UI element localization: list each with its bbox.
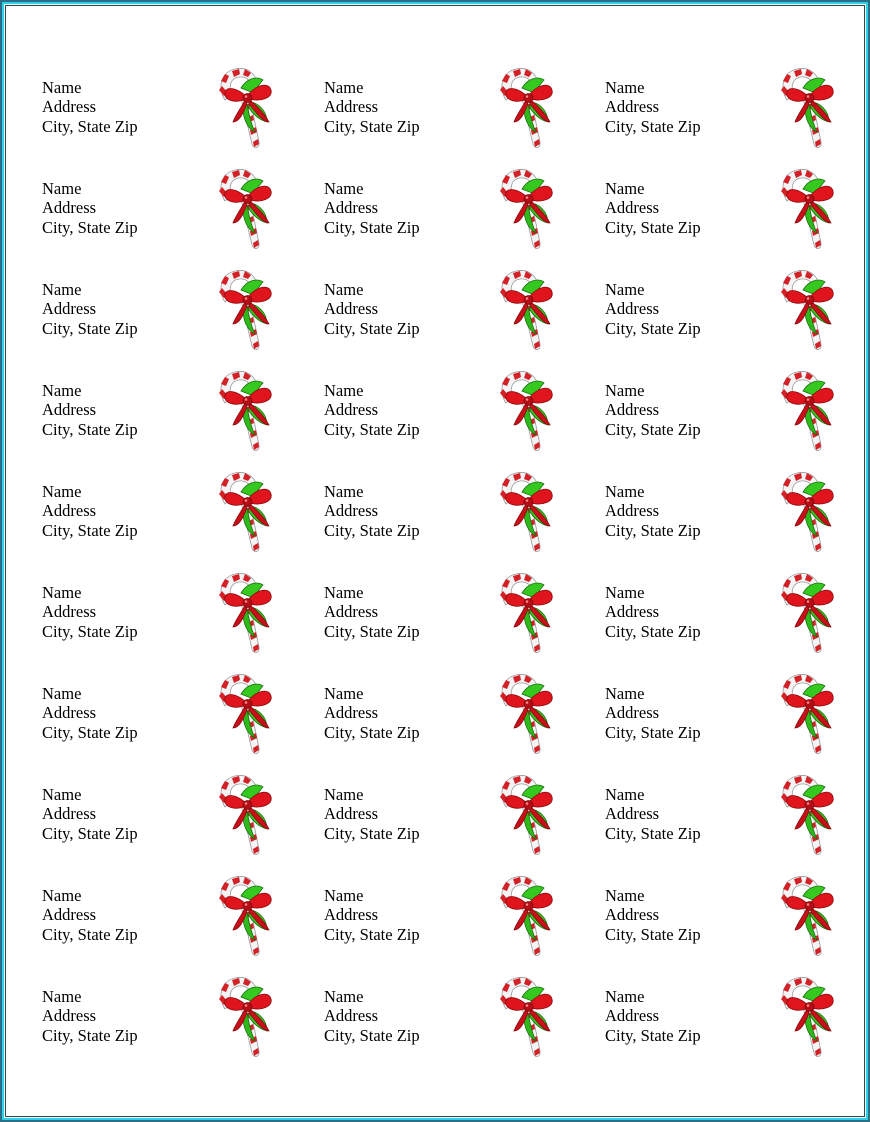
address-label-r2-c2[interactable]: [324, 179, 584, 271]
label-city-state-zip: City, State Zip: [324, 722, 420, 742]
label-address: Address: [42, 1006, 97, 1026]
label-name: Name: [42, 381, 82, 400]
label-name: Name: [324, 482, 364, 501]
address-block: [324, 987, 420, 1045]
label-address: Address: [42, 501, 97, 521]
address-block: [605, 381, 701, 439]
label-name: Name: [324, 583, 364, 602]
candy-cane-icon: [775, 66, 839, 152]
address-block: [42, 280, 138, 338]
label-address: Address: [324, 1006, 379, 1026]
candy-cane-icon: [494, 66, 558, 152]
address-block: [42, 78, 138, 136]
address-block: [324, 482, 420, 540]
address-label-r3-c2[interactable]: [324, 280, 584, 372]
address-label-r3-c1[interactable]: [42, 280, 302, 372]
candy-cane-icon: [494, 773, 558, 859]
address-label-r7-c3[interactable]: [605, 684, 865, 776]
label-city-state-zip: City, State Zip: [605, 520, 701, 540]
address-label-r9-c2[interactable]: [324, 886, 584, 978]
label-address: Address: [42, 905, 97, 925]
address-block: [605, 785, 701, 843]
candy-cane-icon: [775, 571, 839, 657]
address-label-r5-c1[interactable]: [42, 482, 302, 574]
label-city-state-zip: City, State Zip: [324, 823, 420, 843]
label-address: Address: [324, 602, 379, 622]
label-city-state-zip: City, State Zip: [324, 419, 420, 439]
address-label-r7-c2[interactable]: [324, 684, 584, 776]
address-block: [605, 280, 701, 338]
candy-cane-icon: [494, 268, 558, 354]
candy-cane-icon: [775, 773, 839, 859]
label-name: Name: [605, 381, 645, 400]
label-address: Address: [605, 299, 660, 319]
label-city-state-zip: City, State Zip: [42, 116, 138, 136]
label-city-state-zip: City, State Zip: [605, 217, 701, 237]
label-address: Address: [42, 97, 97, 117]
address-label-r2-c1[interactable]: [42, 179, 302, 271]
candy-cane-icon: [494, 470, 558, 556]
candy-cane-icon: [775, 975, 839, 1061]
label-address: Address: [42, 804, 97, 824]
label-city-state-zip: City, State Zip: [324, 116, 420, 136]
address-label-r6-c2[interactable]: [324, 583, 584, 675]
label-city-state-zip: City, State Zip: [605, 1025, 701, 1045]
address-label-r2-c3[interactable]: [605, 179, 865, 271]
label-address: Address: [324, 299, 379, 319]
label-city-state-zip: City, State Zip: [605, 318, 701, 338]
address-block: [324, 179, 420, 237]
address-label-r4-c1[interactable]: [42, 381, 302, 473]
candy-cane-icon: [494, 167, 558, 253]
address-label-r4-c2[interactable]: [324, 381, 584, 473]
label-name: Name: [324, 381, 364, 400]
label-city-state-zip: City, State Zip: [42, 217, 138, 237]
address-label-r1-c2[interactable]: [324, 78, 584, 170]
address-block: [324, 381, 420, 439]
address-block: [42, 381, 138, 439]
label-address: Address: [324, 804, 379, 824]
address-block: [324, 886, 420, 944]
address-block: [42, 684, 138, 742]
address-block: [42, 987, 138, 1045]
label-city-state-zip: City, State Zip: [42, 419, 138, 439]
candy-cane-icon: [494, 975, 558, 1061]
label-city-state-zip: City, State Zip: [605, 924, 701, 944]
candy-cane-icon: [213, 773, 277, 859]
label-city-state-zip: City, State Zip: [324, 520, 420, 540]
address-label-r9-c1[interactable]: [42, 886, 302, 978]
label-city-state-zip: City, State Zip: [605, 419, 701, 439]
label-name: Name: [42, 785, 82, 804]
label-name: Name: [42, 583, 82, 602]
label-address: Address: [324, 703, 379, 723]
label-address: Address: [324, 97, 379, 117]
label-city-state-zip: City, State Zip: [605, 823, 701, 843]
label-name: Name: [324, 886, 364, 905]
label-name: Name: [605, 179, 645, 198]
address-block: [42, 785, 138, 843]
label-address: Address: [324, 198, 379, 218]
label-name: Name: [42, 482, 82, 501]
address-block: [324, 684, 420, 742]
label-address: Address: [42, 602, 97, 622]
address-label-r8-c1[interactable]: [42, 785, 302, 877]
candy-cane-icon: [213, 369, 277, 455]
address-label-r7-c1[interactable]: [42, 684, 302, 776]
address-block: [605, 987, 701, 1045]
address-block: [42, 179, 138, 237]
candy-cane-icon: [775, 874, 839, 960]
candy-cane-icon: [775, 672, 839, 758]
label-address: Address: [605, 804, 660, 824]
address-label-r4-c3[interactable]: [605, 381, 865, 473]
address-block: [324, 785, 420, 843]
candy-cane-icon: [494, 672, 558, 758]
address-block: [605, 179, 701, 237]
label-name: Name: [42, 78, 82, 97]
address-label-r9-c3[interactable]: [605, 886, 865, 978]
label-name: Name: [42, 886, 82, 905]
label-address: Address: [324, 905, 379, 925]
label-name: Name: [42, 684, 82, 703]
label-address: Address: [42, 299, 97, 319]
label-address: Address: [605, 501, 660, 521]
label-name: Name: [42, 280, 82, 299]
candy-cane-icon: [213, 874, 277, 960]
address-label-r5-c2[interactable]: [324, 482, 584, 574]
candy-cane-icon: [775, 369, 839, 455]
label-name: Name: [605, 78, 645, 97]
label-city-state-zip: City, State Zip: [42, 318, 138, 338]
label-city-state-zip: City, State Zip: [324, 621, 420, 641]
address-label-r8-c2[interactable]: [324, 785, 584, 877]
label-address: Address: [324, 400, 379, 420]
address-block: [42, 886, 138, 944]
label-name: Name: [605, 785, 645, 804]
address-block: [605, 583, 701, 641]
candy-cane-icon: [213, 66, 277, 152]
address-label-r8-c3[interactable]: [605, 785, 865, 877]
label-sheet: [8, 8, 862, 1114]
address-label-r3-c3[interactable]: [605, 280, 865, 372]
candy-cane-icon: [213, 470, 277, 556]
label-name: Name: [605, 886, 645, 905]
label-name: Name: [605, 583, 645, 602]
address-label-r6-c1[interactable]: [42, 583, 302, 675]
address-block: [605, 78, 701, 136]
label-city-state-zip: City, State Zip: [605, 621, 701, 641]
label-city-state-zip: City, State Zip: [42, 621, 138, 641]
label-city-state-zip: City, State Zip: [42, 722, 138, 742]
address-block: [42, 482, 138, 540]
label-city-state-zip: City, State Zip: [42, 823, 138, 843]
label-city-state-zip: City, State Zip: [605, 722, 701, 742]
candy-cane-icon: [213, 268, 277, 354]
label-name: Name: [605, 987, 645, 1006]
address-label-r10-c3[interactable]: [605, 987, 865, 1079]
label-address: Address: [605, 1006, 660, 1026]
label-city-state-zip: City, State Zip: [42, 1025, 138, 1045]
address-label-r1-c3[interactable]: [605, 78, 865, 170]
address-label-r1-c1[interactable]: [42, 78, 302, 170]
label-name: Name: [324, 280, 364, 299]
label-address: Address: [605, 602, 660, 622]
label-name: Name: [605, 482, 645, 501]
candy-cane-icon: [213, 167, 277, 253]
label-city-state-zip: City, State Zip: [605, 116, 701, 136]
address-block: [42, 583, 138, 641]
address-block: [605, 482, 701, 540]
address-label-r10-c2[interactable]: [324, 987, 584, 1079]
label-city-state-zip: City, State Zip: [324, 217, 420, 237]
address-block: [324, 583, 420, 641]
label-city-state-zip: City, State Zip: [42, 520, 138, 540]
label-address: Address: [605, 198, 660, 218]
candy-cane-icon: [494, 874, 558, 960]
label-city-state-zip: City, State Zip: [42, 924, 138, 944]
label-name: Name: [324, 785, 364, 804]
label-address: Address: [605, 905, 660, 925]
label-address: Address: [605, 400, 660, 420]
candy-cane-icon: [775, 268, 839, 354]
label-address: Address: [42, 198, 97, 218]
label-name: Name: [605, 280, 645, 299]
label-city-state-zip: City, State Zip: [324, 1025, 420, 1045]
address-block: [324, 280, 420, 338]
candy-cane-icon: [494, 369, 558, 455]
address-label-r5-c3[interactable]: [605, 482, 865, 574]
label-address: Address: [42, 400, 97, 420]
address-block: [605, 886, 701, 944]
label-address: Address: [605, 97, 660, 117]
label-name: Name: [42, 179, 82, 198]
label-name: Name: [42, 987, 82, 1006]
address-label-r6-c3[interactable]: [605, 583, 865, 675]
address-label-r10-c1[interactable]: [42, 987, 302, 1079]
label-city-state-zip: City, State Zip: [324, 318, 420, 338]
candy-cane-icon: [213, 672, 277, 758]
label-address: Address: [605, 703, 660, 723]
candy-cane-icon: [494, 571, 558, 657]
address-block: [324, 78, 420, 136]
candy-cane-icon: [213, 571, 277, 657]
label-name: Name: [324, 684, 364, 703]
label-name: Name: [605, 684, 645, 703]
address-block: [605, 684, 701, 742]
label-name: Name: [324, 987, 364, 1006]
label-name: Name: [324, 179, 364, 198]
candy-cane-icon: [213, 975, 277, 1061]
candy-cane-icon: [775, 167, 839, 253]
label-address: Address: [42, 703, 97, 723]
label-city-state-zip: City, State Zip: [324, 924, 420, 944]
candy-cane-icon: [775, 470, 839, 556]
label-name: Name: [324, 78, 364, 97]
label-address: Address: [324, 501, 379, 521]
